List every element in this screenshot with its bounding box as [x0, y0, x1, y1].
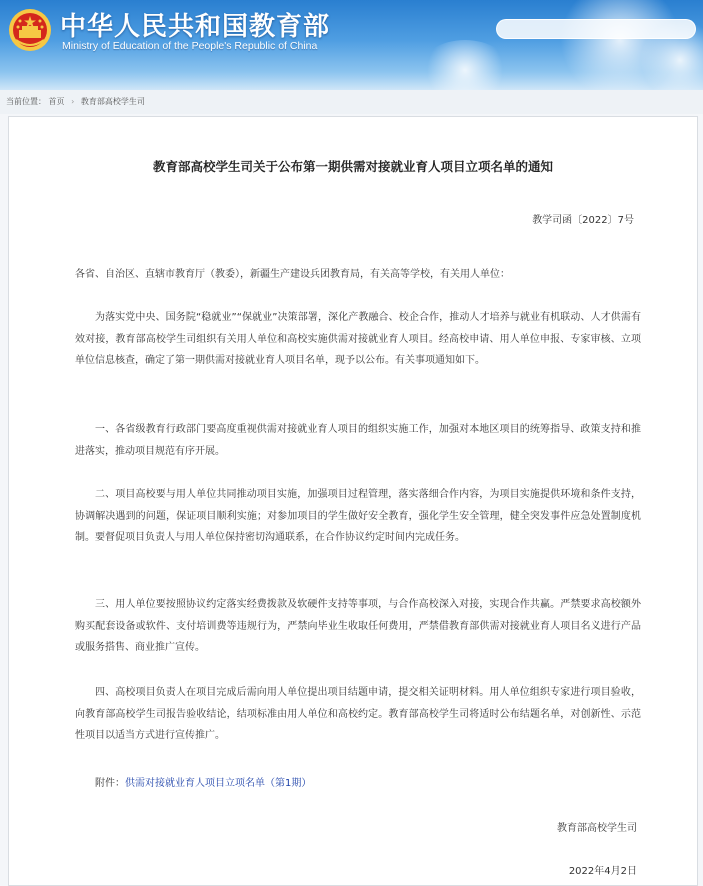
attachment-link[interactable]: 供需对接就业育人项目立项名单（第1期）: [125, 778, 312, 789]
document-title: 教育部高校学生司关于公布第一期供需对接就业育人项目立项名单的通知: [152, 159, 553, 174]
article-container: [8, 116, 698, 886]
paragraph-item-2: 二、项目高校要与用人单位共同推动项目实施，加强项目过程管理，落实落细合作内容，为项目实施提供环境和条件支持，协调解决遇到的问题，保证项目顺利实施；对参加项目的学生做好安全教育，强化学生安全管理，健全突发事件应急处置制度机制。要督促项目负责人与用人单位保持密切沟通联系，在合作协议约定时间内完成任务。: [75, 489, 641, 543]
site-header: [0, 0, 703, 90]
paragraph-item-1: 一、各省级教育行政部门要高度重视供需对接就业育人项目的组织实施工作，加强对本地区项目的统筹指导、政策支持和推进落实，推动项目规范有序开展。: [75, 424, 641, 457]
breadcrumb-section-link[interactable]: 教育部高校学生司: [80, 97, 145, 106]
paragraph-item-3: 三、用人单位要按照协议约定落实经费拨款及软硬件支持等事项，与合作高校深入对接，实现合作共赢。严禁要求高校额外购买配套设备或软件、支付培训费等违规行为，严禁向毕业生收取任何费用，严禁借教育部供需对接就业育人项目名义进行产品或服务搭售、商业推广宣传。: [75, 599, 641, 653]
site-title[interactable]: 中华人民共和国教育部: [60, 12, 331, 42]
breadcrumb: [0, 90, 703, 114]
attachment-label: 附件：: [95, 778, 125, 789]
attachment-line: [75, 773, 641, 795]
breadcrumb-label: 当前位置：: [6, 97, 46, 106]
paragraph-item-4: 四、高校项目负责人在项目完成后需向用人单位提出项目结题申请，提交相关证明材料。用人单位组织专家进行项目验收，向教育部高校学生司报告验收结论，结项标准由用人单位和高校约定。教育部高校学生司将适时公布结题名单，对创新性、示范性项目以适当方式进行宣传推广。: [75, 687, 641, 741]
salutation: 各省、自治区、直辖市教育厅（教委），新疆生产建设兵团教育局，有关高等学校，有关用人单位：: [75, 269, 510, 280]
breadcrumb-home-link[interactable]: 首页: [48, 97, 65, 106]
chevron-right-icon: ›: [71, 97, 75, 106]
signature: 教育部高校学生司: [557, 823, 637, 834]
national-emblem-icon[interactable]: [8, 8, 52, 52]
site-subtitle: Ministry of Education of the People's Republic of China: [62, 40, 318, 52]
document-date: 2022年4月2日: [568, 866, 637, 877]
paragraph-intro: 为落实党中央、国务院“稳就业”“保就业”决策部署，深化产教融合、校企合作，推动人才培养与就业有机联动、人才供需有效对接，教育部高校学生司组织有关用人单位和高校实施供需对接就业育人项目。经高校申请、用人单位申报、专家审核、立项单位信息核查，确定了第一期供需对接就业育人项目名单，现予以公布。有关事项通知如下。: [75, 312, 641, 366]
search-input[interactable]: [496, 19, 696, 39]
snowflake-decoration: [420, 40, 510, 90]
document-number: 教学司函〔2022〕7号: [532, 215, 634, 226]
